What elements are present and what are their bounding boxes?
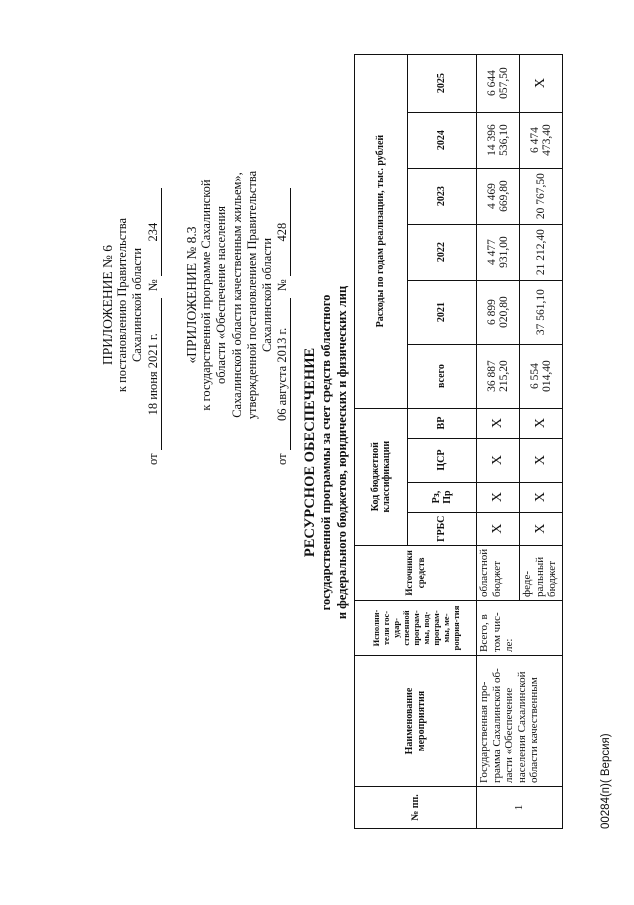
appendix-num-label: № xyxy=(146,279,160,292)
row-num-cell: 1 xyxy=(477,787,563,829)
orig-appendix-line3: Сахалинской области качественным жильем», xyxy=(229,172,244,418)
col-csr-header: ЦСР xyxy=(408,438,477,482)
orig-appendix-number: 428 xyxy=(275,188,291,276)
col-exec-header: Исполни-тели гос-удар-ственной програм-мы, под-програм-мы, ме-роприя-тия xyxy=(355,601,477,656)
y2023-cell: 4 469 669,80 xyxy=(477,168,520,224)
csr-cell: Х xyxy=(520,438,563,482)
source-cell: областной бюджет xyxy=(477,545,520,600)
y2021-cell: 37 561,10 xyxy=(520,280,563,344)
col-budget-code-header: Код бюджетной классификации xyxy=(355,408,408,545)
col-rzpr-header: Рз, Пр xyxy=(408,482,477,512)
total-cell: 36 887 215,20 xyxy=(477,344,520,408)
appendix-line2: Сахалинской области xyxy=(130,247,145,363)
orig-appendix-from-label: от xyxy=(275,453,289,465)
resource-table xyxy=(354,54,563,829)
col-vr-header: ВР xyxy=(408,408,477,438)
vr-cell: Х xyxy=(477,408,520,438)
orig-appendix-title: «ПРИЛОЖЕНИЕ № 8.3 xyxy=(184,226,199,364)
footer-code: 00284(п)( Версия) xyxy=(600,733,612,829)
appendix-date-line xyxy=(146,125,162,465)
col-2021-header: 2021 xyxy=(408,280,477,344)
row-name-cell: Государственная про-грамма Сахалинской об-ласти «Обеспечение населения Сахалинской области качественным xyxy=(477,656,563,787)
orig-appendix-date: 06 августа 2013 г. xyxy=(275,298,291,450)
appendix-block xyxy=(100,135,146,475)
col-num-header: № пп. xyxy=(355,787,477,829)
col-name-header: Наименование мероприятия xyxy=(355,656,477,787)
heading-line1: РЕСУРСНОЕ ОБЕСПЕЧЕНИЕ xyxy=(302,347,318,558)
appendix-from-label: от xyxy=(146,453,160,465)
col-2023-header: 2023 xyxy=(408,168,477,224)
header-row-1 xyxy=(355,54,408,828)
grbs-cell: Х xyxy=(520,512,563,545)
csr-cell: Х xyxy=(477,438,520,482)
orig-appendix-date-line xyxy=(275,125,291,465)
appendix-number: 234 xyxy=(146,188,162,276)
row-exec-cell: Всего, в том чис-ле: xyxy=(477,601,563,656)
col-2025-header: 2025 xyxy=(408,54,477,112)
total-cell: 6 554 014,40 xyxy=(520,344,563,408)
y2024-cell: 6 474 473,40 xyxy=(520,112,563,168)
orig-appendix-line4: утвержденной постановлением Правительства xyxy=(244,170,259,420)
grbs-cell: Х xyxy=(477,512,520,545)
source-cell: феде-ральный бюджет xyxy=(520,545,563,600)
heading-line2: государственной программы за счет средств областного xyxy=(319,294,333,611)
y2022-cell: 21 212,40 xyxy=(520,224,563,280)
y2021-cell: 6 899 020,80 xyxy=(477,280,520,344)
col-expenses-header: Расходы по годам реализации, тыс. рублей xyxy=(355,54,408,408)
rzpr-cell: Х xyxy=(520,482,563,512)
appendix-line1: к постановлению Правительства xyxy=(115,217,130,393)
orig-appendix-line5: Сахалинской области xyxy=(260,237,275,353)
col-sources-header: Источники средств xyxy=(355,545,477,600)
table-row xyxy=(477,54,520,828)
appendix-date: 18 июня 2021 г. xyxy=(146,298,162,450)
col-total-header: всего xyxy=(408,344,477,408)
orig-appendix-line1: к государственной программе Сахалинской xyxy=(199,179,214,411)
y2023-cell: 20 767,50 xyxy=(520,168,563,224)
vr-cell: Х xyxy=(520,408,563,438)
col-grbs-header: ГРБС xyxy=(408,512,477,545)
col-2022-header: 2022 xyxy=(408,224,477,280)
orig-appendix-block xyxy=(184,125,275,465)
orig-appendix-num-label: № xyxy=(275,279,289,292)
y2022-cell: 4 477 931,00 xyxy=(477,224,520,280)
orig-appendix-line2: области «Обеспечение населения xyxy=(214,206,229,385)
y2025-cell: 6 644 057,50 xyxy=(477,54,520,112)
heading-line3: и федерального бюджетов, юридических и физических лиц xyxy=(335,285,349,620)
appendix-title: ПРИЛОЖЕНИЕ № 6 xyxy=(100,244,115,366)
y2025-cell: Х xyxy=(520,54,563,112)
col-2024-header: 2024 xyxy=(408,112,477,168)
rzpr-cell: Х xyxy=(477,482,520,512)
y2024-cell: 14 396 536,10 xyxy=(477,112,520,168)
